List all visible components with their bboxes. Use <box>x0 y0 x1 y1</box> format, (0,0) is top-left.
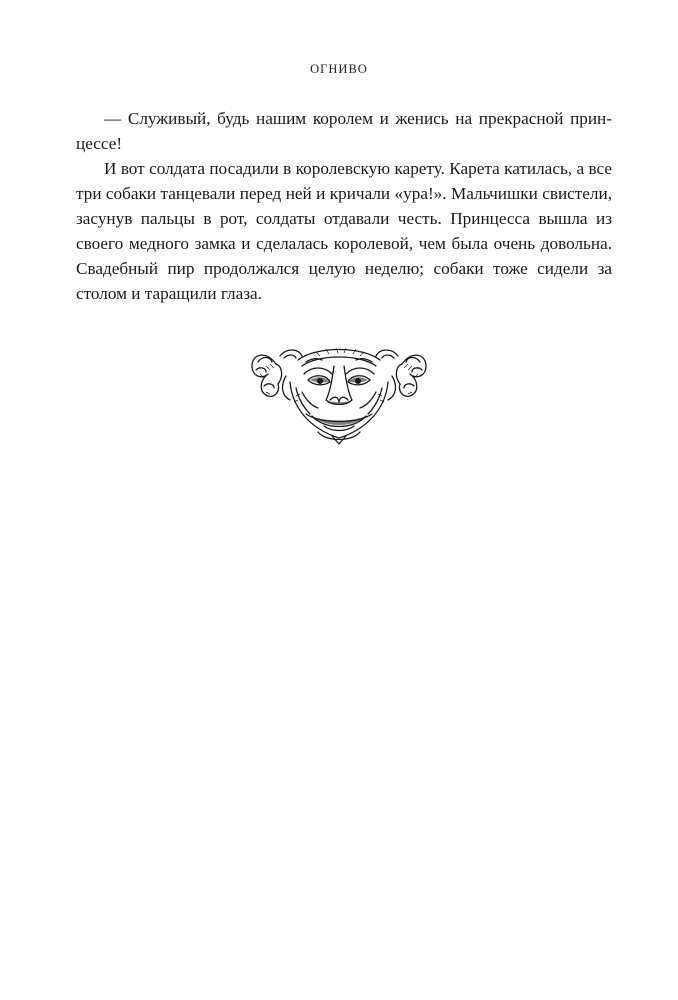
grotesque-mask-vignette-icon <box>246 336 432 446</box>
paragraph-2: И вот солдата посадили в королевскую карету. Карета катилась, а все три собаки танцевали перед ней и кричали «ура!». Мальчишки свистели, засунув пальцы в рот, солдаты отдавали честь. Принцесса вышла из своего медного замка и сделалась королевой, чем была очень довольна. Свадебный пир продолжался целую неделю; собаки тоже сидели за столом и таращили глаза. <box>76 159 612 303</box>
running-head-title: ОГНИВО <box>310 62 368 76</box>
body-text <box>76 106 612 306</box>
paragraph-1: — Служивый, будь нашим королем и женись на прекрасной принцессе! <box>76 109 612 153</box>
